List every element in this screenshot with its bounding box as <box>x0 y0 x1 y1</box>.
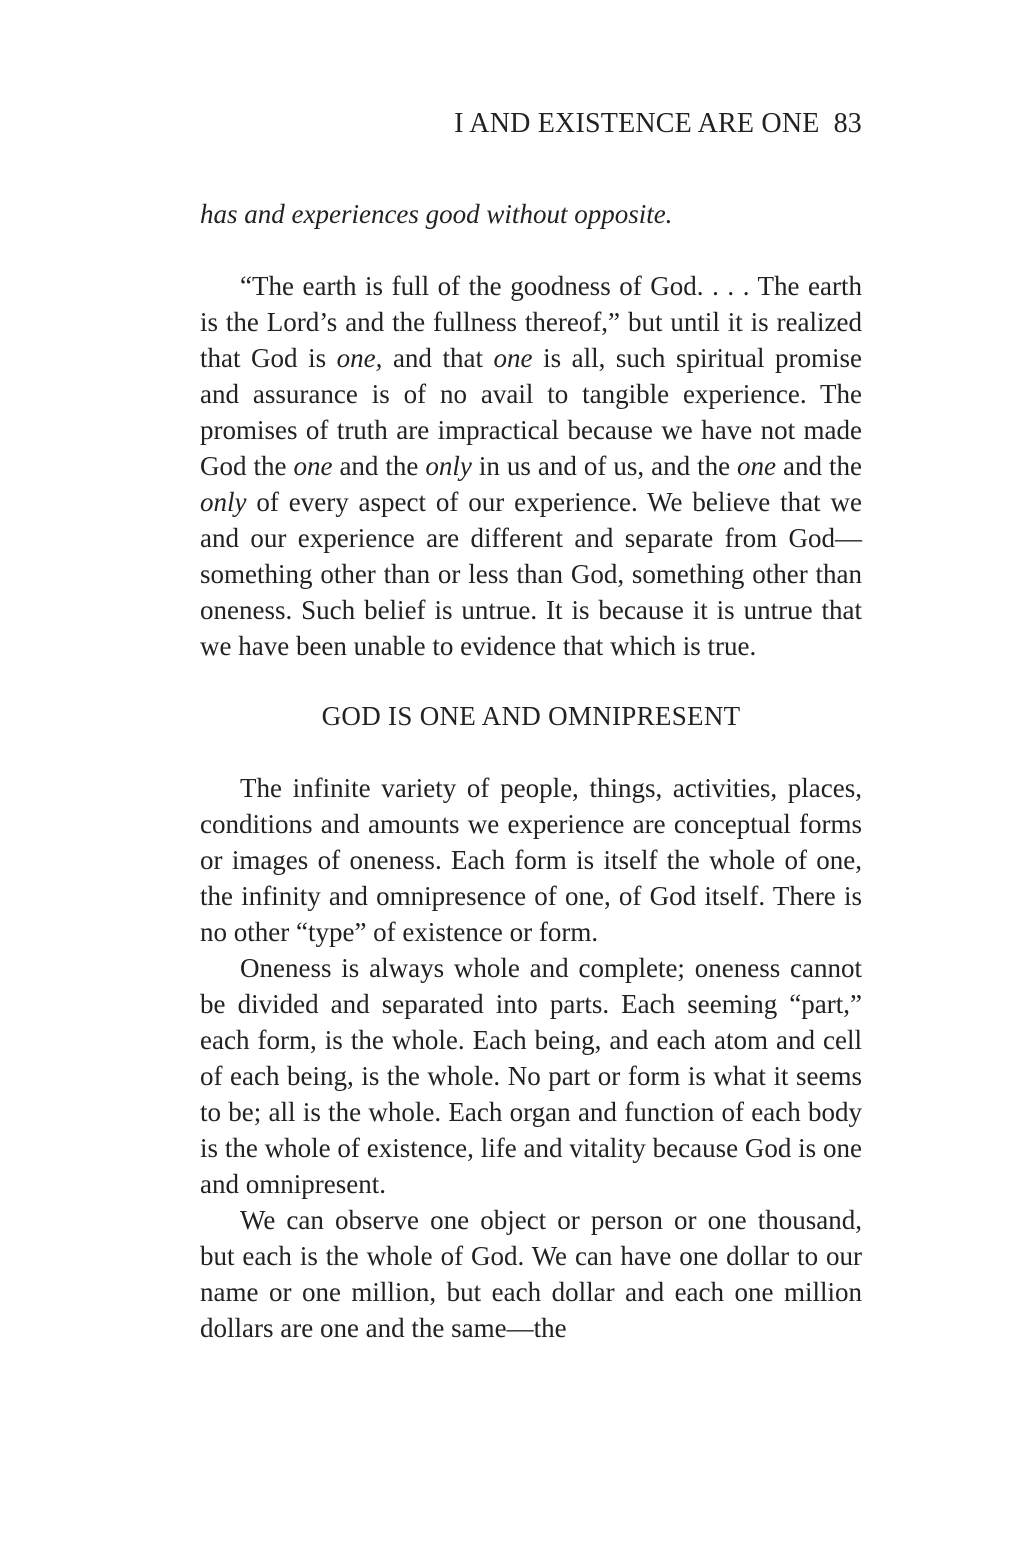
running-header <box>454 108 862 140</box>
emphasis: one <box>293 451 333 481</box>
paragraph <box>200 268 862 664</box>
emphasis: only <box>425 451 472 481</box>
emphasis: one, <box>336 343 383 373</box>
running-title: I AND EXISTENCE ARE ONE <box>454 108 820 139</box>
text-run: is all, such spiritual promise and assurance is of no avail to tangible experience. The promises of truth are impractical because we have not made God the <box>200 343 862 481</box>
section-heading: GOD IS ONE AND OMNIPRESENT <box>321 701 741 731</box>
paragraph: We can observe one object or person or one thousand, but each is the whole of God. We can have one dollar to our name or one million, but each dollar and each one million dollars are one and the same—the <box>200 1205 862 1343</box>
emphasis: one <box>737 451 777 481</box>
emphasis: only <box>200 487 247 517</box>
body-text <box>200 196 862 1346</box>
page-number: 83 <box>833 108 862 139</box>
emphasis: one <box>493 343 533 373</box>
paragraph: The infinite variety of people, things, activities, places, conditions and amounts we experience are conceptual forms or images of oneness. Each form is itself the whole of one, the infinity and omnipresence of one, of God itself. There is no other “type” of existence or form. <box>200 773 862 947</box>
text-run: and that <box>382 343 494 373</box>
text-run: in us and of us, and the <box>471 451 738 481</box>
text-run: and the <box>776 451 862 481</box>
text-run: of every aspect of our experience. We believe that we and our experience are different and separate from God—something other than or less than God, something other than oneness. Such belief is untrue. It is because it is untrue that we have been unable to evidence that which is true. <box>200 487 862 661</box>
text-run: and the <box>332 451 426 481</box>
continued-line: has and experiences good without opposite. <box>200 199 673 229</box>
text-run: “The earth is full of the goodness of God. . . . The earth is the Lord’s and the fullness thereof,” but until it is realized that God is <box>200 271 862 373</box>
paragraph: Oneness is always whole and complete; oneness cannot be divided and separated into parts. Each seeming “part,” each form, is the whole. Each being, and each atom and cell of each being, is the whole. No part or form is what it seems to be; all is the whole. Each organ and function of each body is the whole of existence, life and vitality because God is one and omnipresent. <box>200 953 862 1199</box>
